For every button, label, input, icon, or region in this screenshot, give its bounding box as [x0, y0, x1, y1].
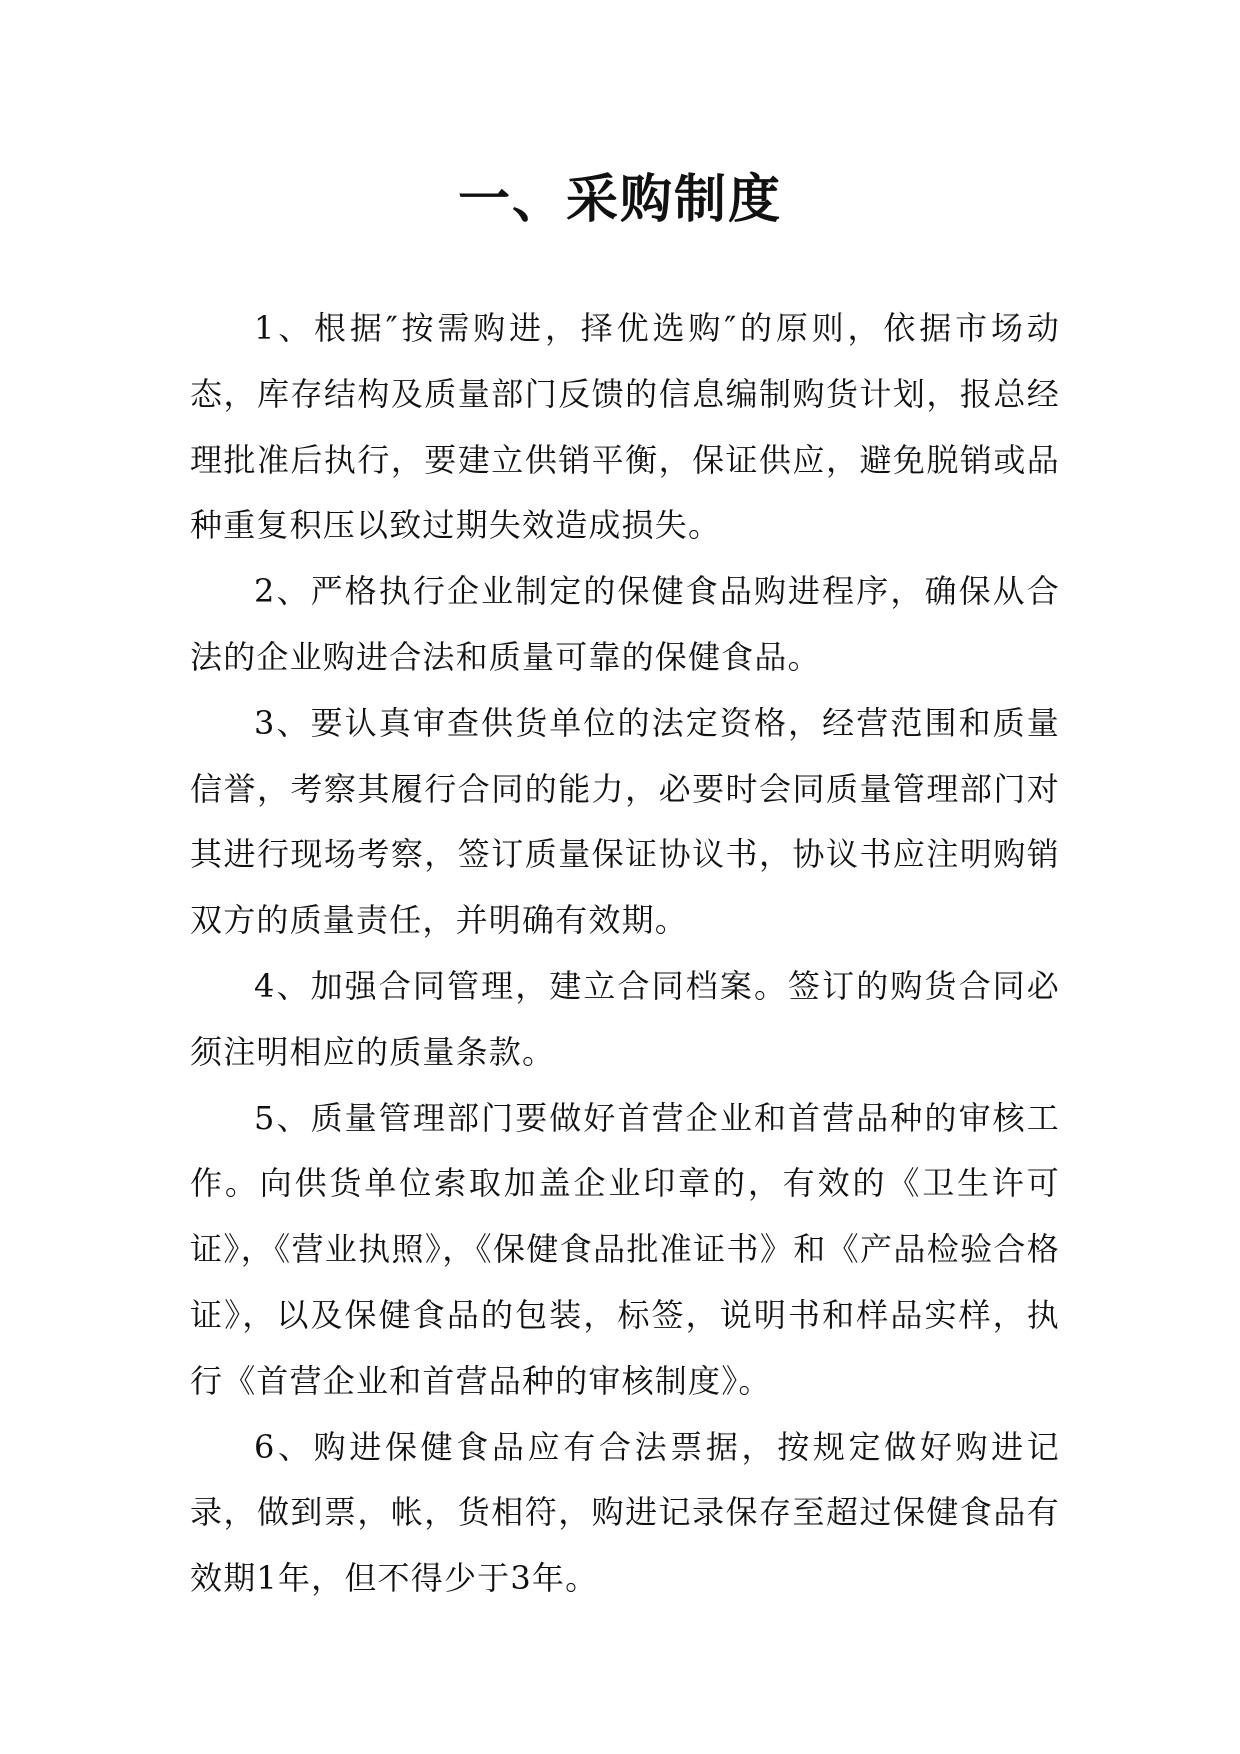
paragraph-6: 6、购进保健食品应有合法票据，按规定做好购进记录，做到票，帐，货相符，购进记录保存至超过保健食品有效期1年，但不得少于3年。: [190, 1427, 1060, 1598]
page-title: 一、采购制度: [457, 170, 782, 230]
paragraph-1: 1、根据″按需购进，择优选购″的原则，依据市场动态，库存结构及质量部门反馈的信息编制购货计划，报总经理批准后执行，要建立供销平衡，保证供应，避免脱销或品种重复积压以致过期失效造成损失。: [190, 309, 1060, 545]
paragraph-3: 3、要认真审查供货单位的法定资格，经营范围和质量信誉，考察其履行合同的能力，必要时会同质量管理部门对其进行现场考察，签订质量保证协议书，协议书应注明购销双方的质量责任，并明确有效期。: [190, 703, 1060, 940]
paragraph-2: 2、严格执行企业制定的保健食品购进程序，确保从合法的企业购进合法和质量可靠的保健食品。: [190, 572, 1060, 676]
document-body: [190, 296, 1060, 1612]
paragraph-5: 5、质量管理部门要做好首营企业和首营品种的审核工作。向供货单位索取加盖企业印章的，有效的《卫生许可证》，《营业执照》，《保健食品批准证书》和《产品检验合格证》，以及保健食品的包装，标签，说明书和样品实样，执行《首营企业和首营品种的审核制度》。: [190, 1098, 1060, 1400]
paragraph-4: 4、加强合同管理，建立合同档案。签订的购货合同必须注明相应的质量条款。: [190, 966, 1060, 1071]
